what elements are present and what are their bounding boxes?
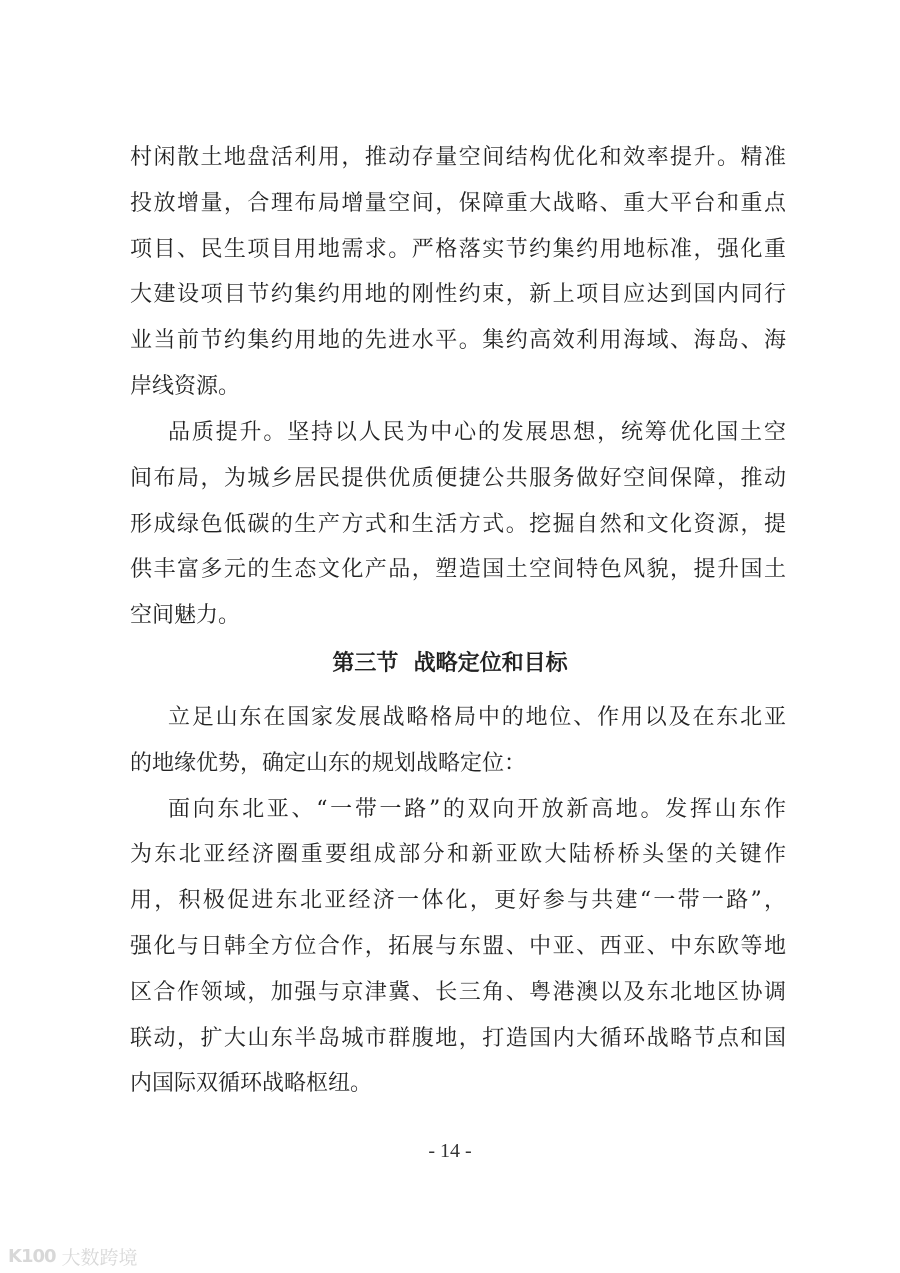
text-line: 形成绿色低碳的生产方式和生活方式。挖掘自然和文化资源，提: [130, 511, 786, 537]
paragraph-lead: 面向东北亚、“一带一路”的双向开放新高地。: [168, 796, 666, 822]
paragraph-lead: 品质提升。: [168, 420, 288, 445]
text-line: 业当前节约集约用地的先进水平。集约高效利用海域、海岛、海: [130, 328, 786, 354]
text-span: 坚持以人民为中心的发展思想，统筹优化国土空: [287, 420, 786, 445]
text-line: 为东北亚经济圈重要组成部分和新亚欧大陆桥桥头堡的关键作: [130, 842, 786, 868]
page-number: - 14 -: [428, 1140, 472, 1162]
text-line: 供丰富多元的生态文化产品，塑造国土空间特色风貌，提升国土: [130, 557, 786, 583]
text-line: 投放增量，合理布局增量空间，保障重大战略、重大平台和重点: [130, 190, 786, 216]
text-line: 空间魅力。: [130, 603, 241, 629]
paragraph-quality-improvement: [130, 410, 786, 639]
text-line: 大建设项目节约集约用地的刚性约束，新上项目应达到国内同行: [130, 282, 786, 308]
strategy-section-body: [130, 695, 786, 1107]
text-line: 的地缘优势，确定山东的规划战略定位：: [130, 750, 527, 776]
text-line: 项目、民生项目用地需求。严格落实节约集约用地标准，强化重: [130, 236, 786, 262]
watermark-text: 大数跨境: [61, 1247, 138, 1269]
text-span: 发挥山东作: [665, 796, 786, 822]
section-heading: 第三节 战略定位和目标: [332, 651, 568, 676]
text-line: 强化与日韩全方位合作，拓展与东盟、中亚、西亚、中东欧等地: [130, 933, 786, 959]
watermark: [8, 1243, 138, 1270]
text-line: 立足山东在国家发展战略格局中的地位、作用以及在东北亚: [168, 705, 786, 730]
text-line: 区合作领域，加强与京津冀、长三角、粤港澳以及东北地区协调: [130, 979, 786, 1005]
text-line: 岸线资源。: [130, 373, 241, 399]
text-line: 内国际双循环战略枢纽。: [130, 1071, 373, 1097]
text-line: 联动，扩大山东半岛城市群腹地，打造国内大循环战略节点和国: [130, 1025, 786, 1051]
text-line: 用，积极促进东北亚经济一体化，更好参与共建“一带一路”，: [130, 888, 786, 914]
text-line: [130, 787, 786, 833]
text-line: 村闲散土地盘活利用，推动存量空间结构优化和效率提升。精准: [130, 145, 786, 170]
text-line: [130, 410, 786, 456]
paragraph-land-efficiency: [130, 135, 786, 410]
watermark-logo-icon: K100: [8, 1246, 56, 1267]
text-line: 间布局，为城乡居民提供优质便捷公共服务做好空间保障，推动: [130, 465, 786, 491]
